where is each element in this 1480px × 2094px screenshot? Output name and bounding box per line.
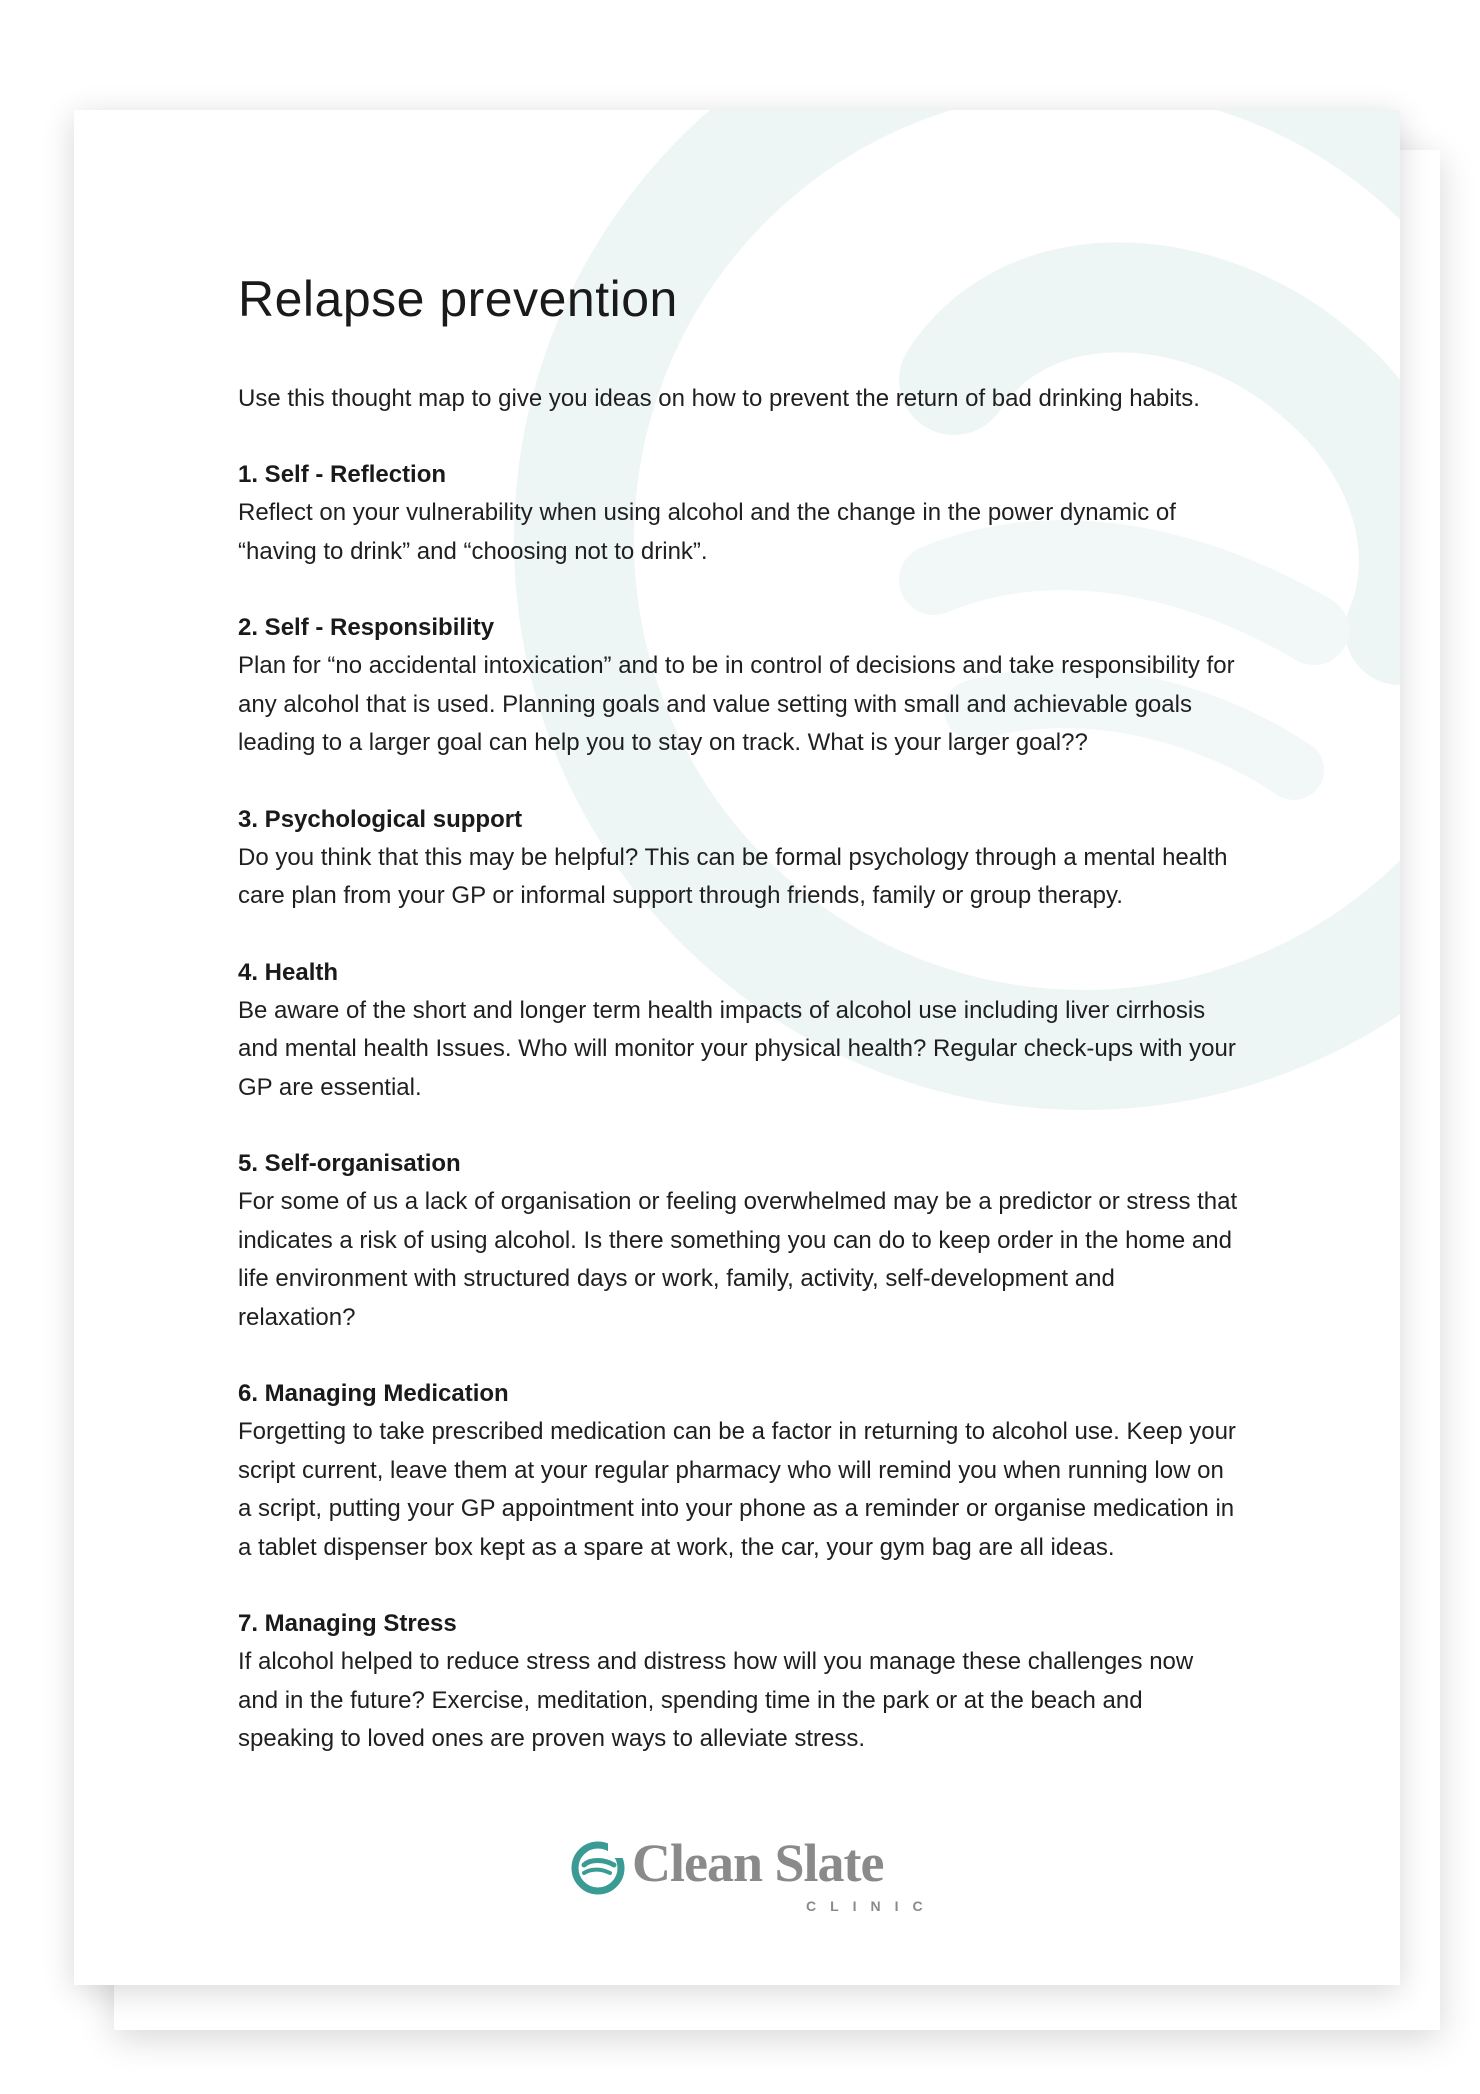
section-heading: 6. Managing Medication (238, 1380, 509, 1407)
document-content (238, 270, 1238, 1797)
section-heading: 4. Health (238, 958, 339, 986)
section-heading: 1. Self - Reflection (238, 461, 447, 488)
section-heading: 2. Self - Responsibility (238, 614, 495, 641)
logo-subtitle: CLINIC (806, 1898, 937, 1914)
document-page (74, 110, 1400, 1985)
section-self-responsibility (238, 609, 1238, 763)
section-self-organisation (238, 1145, 1238, 1337)
section-health (238, 954, 1238, 1108)
page-title: Relapse prevention (238, 271, 678, 327)
section-body: Plan for “no accidental intoxication” and to be in control of decisions and take responsibility for any alcohol that is used. Planning goals and value setting with small and achievable goals leading to a larger goal can help you to stay on track. What is your larger goal?? (238, 652, 1235, 756)
section-heading: 5. Self-organisation (238, 1150, 461, 1177)
intro-text: Use this thought map to give you ideas on how to prevent the return of bad drinking habits. (238, 385, 1200, 412)
section-self-reflection (238, 456, 1238, 571)
section-body: Do you think that this may be helpful? This can be formal psychology through a mental health care plan from your GP or informal support through friends, family or group therapy. (238, 843, 1228, 909)
section-body: For some of us a lack of organisation or feeling overwhelmed may be a predictor or stress that indicates a risk of using alcohol. Is there something you can do to keep order in the home and life environment with structured days or work, family, activity, self-development and relaxation? (238, 1188, 1238, 1331)
section-heading: 3. Psychological support (238, 805, 523, 833)
section-body: Reflect on your vulnerability when using alcohol and the change in the power dynamic of “having to drink” and “choosing not to drink”. (238, 499, 1176, 565)
section-body: If alcohol helped to reduce stress and distress how will you manage these challenges now and in the future? Exercise, meditation, spending time in the park or at the beach and speaking to loved ones are proven ways to alleviate stress. (238, 1648, 1194, 1752)
section-psychological-support (238, 801, 1238, 916)
clean-slate-logo (570, 1822, 937, 1922)
section-body: Be aware of the short and longer term health impacts of alcohol use including liver cirrhosis and mental health Issues. Who will monitor your physical health? Regular check-ups with your GP are essential. (238, 996, 1236, 1101)
section-heading: 7. Managing Stress (238, 1610, 457, 1637)
logo-name: Clean Slate (632, 1833, 884, 1893)
section-body: Forgetting to take prescribed medication can be a factor in returning to alcohol use. Keep your script current, leave them at your regular pharmacy who will remind you when running low on a script, putting your GP appointment into your phone as a reminder or organise medication in a tablet dispenser box kept as a spare at work, the car, your gym bag are all ideas. (238, 1418, 1236, 1561)
section-managing-stress (238, 1605, 1238, 1759)
section-managing-medication (238, 1375, 1238, 1567)
clean-slate-hand-icon (570, 1840, 626, 1896)
